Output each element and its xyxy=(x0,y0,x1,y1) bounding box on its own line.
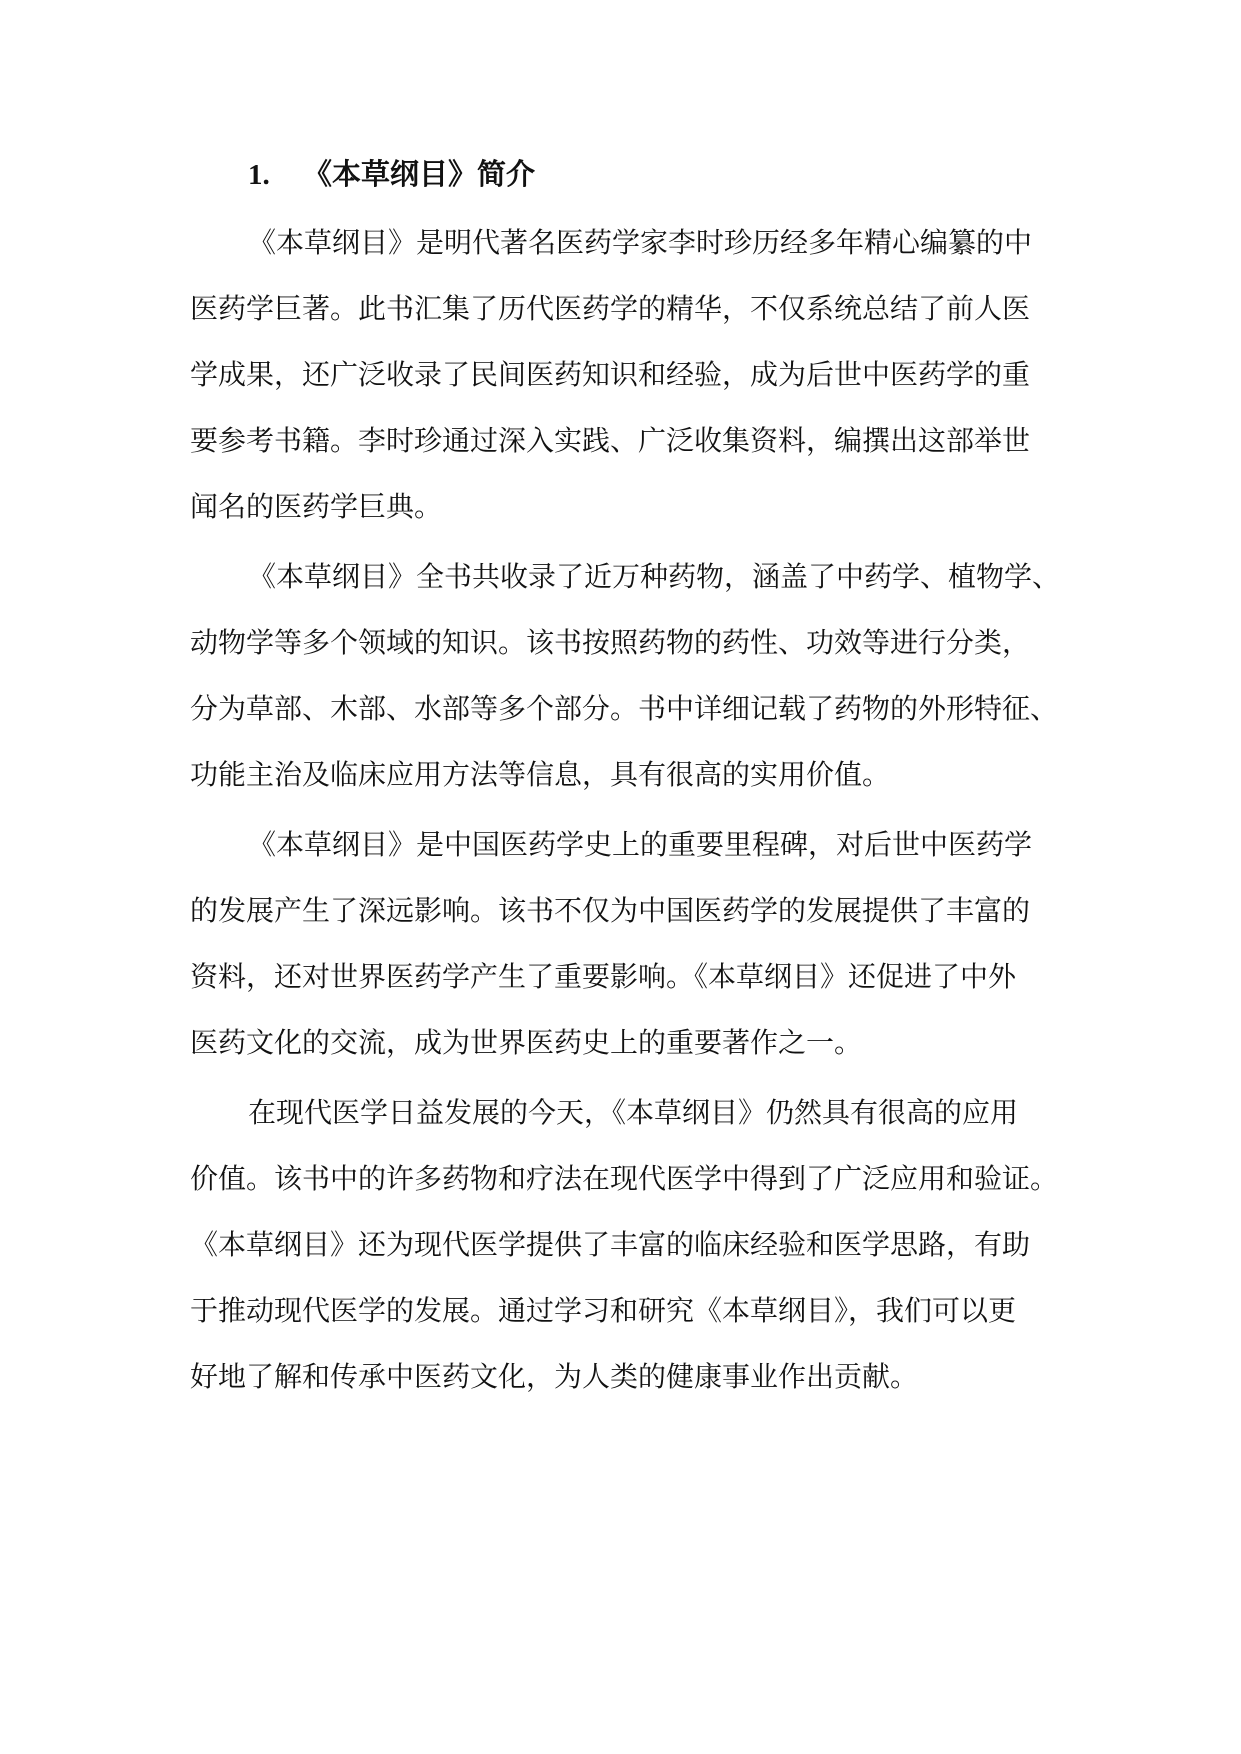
paragraph-line: 分为草部、木部、水部等多个部分。书中详细记载了药物的外形特征、 xyxy=(190,692,1059,725)
paragraph-line: 医药文化的交流，成为世界医药史上的重要著作之一。 xyxy=(190,1026,863,1059)
paragraph-line: 《本草纲目》是明代著名医药学家李时珍历经多年精心编纂的中 xyxy=(248,226,1033,259)
paragraph-line: 的发展产生了深远影响。该书不仅为中国医药学的发展提供了丰富的 xyxy=(190,894,1031,927)
paragraph-line: 《本草纲目》还为现代医学提供了丰富的临床经验和医学思路，有助 xyxy=(190,1228,1031,1261)
paragraph-intro xyxy=(190,210,1060,540)
section-heading xyxy=(248,138,1060,210)
paragraph-line: 医药学巨著。此书汇集了历代医药学的精华，不仅系统总结了前人医 xyxy=(190,292,1031,325)
paragraph-line: 《本草纲目》是中国医药学史上的重要里程碑，对后世中医药学 xyxy=(248,828,1033,861)
section-title: 《本草纲目》简介 xyxy=(303,157,536,191)
paragraph-modern-value xyxy=(190,1080,1060,1410)
paragraph-line: 价值。该书中的许多药物和疗法在现代医学中得到了广泛应用和验证。 xyxy=(190,1162,1059,1195)
paragraph-line: 闻名的医药学巨典。 xyxy=(190,490,443,523)
paragraph-line: 功能主治及临床应用方法等信息，具有很高的实用价值。 xyxy=(190,758,891,791)
paragraph-contents xyxy=(190,544,1060,808)
paragraph-line: 动物学等多个领域的知识。该书按照药物的药性、功效等进行分类， xyxy=(190,626,1031,659)
paragraph-line: 于推动现代医学的发展。通过学习和研究《本草纲目》，我们可以更 xyxy=(190,1294,1017,1327)
paragraph-line: 好地了解和传承中医药文化，为人类的健康事业作出贡献。 xyxy=(190,1360,919,1393)
document-page xyxy=(190,138,1060,1410)
paragraph-line: 要参考书籍。李时珍通过深入实践、广泛收集资料，编撰出这部举世 xyxy=(190,424,1031,457)
paragraph-line: 学成果，还广泛收录了民间医药知识和经验，成为后世中医药学的重 xyxy=(190,358,1031,391)
paragraph-line: 资料，还对世界医药学产生了重要影响。《本草纲目》还促进了中外 xyxy=(190,960,1017,993)
paragraph-significance xyxy=(190,812,1060,1076)
paragraph-line: 在现代医学日益发展的今天，《本草纲目》仍然具有很高的应用 xyxy=(248,1096,1019,1129)
section-number: 1. xyxy=(248,159,270,191)
paragraph-line: 《本草纲目》全书共收录了近万种药物，涵盖了中药学、植物学、 xyxy=(248,560,1061,593)
